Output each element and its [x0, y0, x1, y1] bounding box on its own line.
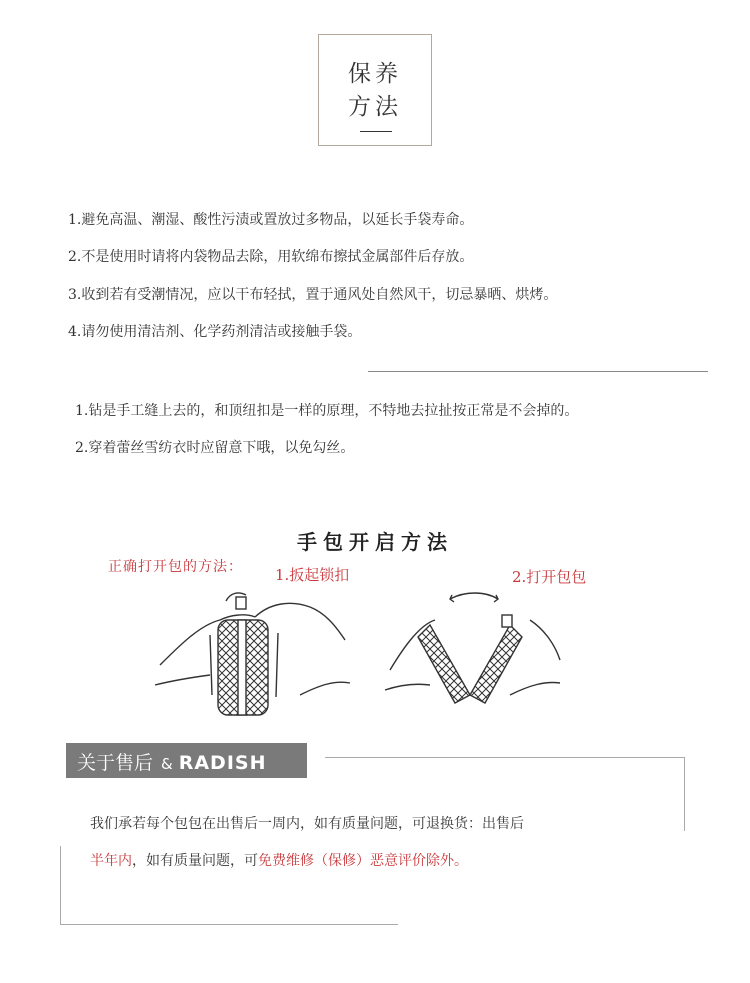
step-1-label: 1.扳起锁扣 [275, 566, 350, 584]
hands-step-2 [385, 593, 560, 703]
note-item: 2.穿着蕾丝雪纺衣时应留意下哦，以免勾丝。 [75, 440, 355, 456]
correct-method-label: 正确打开包的方法： [108, 559, 243, 575]
frame-line-left [60, 846, 61, 924]
care-item: 2.不是使用时请将内袋物品去除，用软绵布擦拭金属部件后存放。 [68, 249, 474, 265]
after-sales-title: 关于售后 [77, 752, 154, 774]
handbag-section-title: 手包开启方法 [297, 530, 453, 554]
after-sales-text: ，如有质量问题，可 [132, 853, 258, 869]
frame-line-right [684, 757, 685, 831]
divider [368, 371, 708, 372]
after-sales-text-line-1: 我们承若每个包包在出售后一周内，如有质量问题，可退换货：出售后 [90, 816, 524, 832]
ampersand: & [161, 755, 173, 773]
title-box [318, 34, 432, 146]
hands-step-1 [155, 593, 350, 715]
warranty-period: 半年内 [90, 853, 132, 869]
title-underline [360, 131, 392, 132]
after-sales-text-line-2 [90, 850, 468, 870]
free-repair-text: 免费维修（保修）恶意评价除外。 [258, 853, 468, 869]
handbag-opening-illustration [150, 585, 570, 725]
care-item: 4.请勿使用清洁剂、化学药剂清洁或接触手袋。 [68, 324, 362, 340]
frame-line-bottom [60, 924, 398, 925]
after-sales-label [66, 743, 307, 778]
brand-name: RADISH [178, 752, 267, 774]
step-2-label: 2.打开包包 [512, 568, 587, 586]
care-item: 3.收到若有受潮情况，应以干布轻拭，置于通风处自然风干，切忌暴晒、烘烤。 [68, 287, 558, 303]
title-line-2: 方法 [348, 94, 402, 120]
note-item: 1.钻是手工缝上去的，和顶纽扣是一样的原理，不特地去拉扯按正常是不会掉的。 [75, 403, 579, 419]
frame-line-top [325, 757, 684, 758]
title-line-1: 保养 [348, 61, 402, 87]
care-item: 1.避免高温、潮湿、酸性污渍或置放过多物品，以延长手袋寿命。 [68, 212, 474, 228]
